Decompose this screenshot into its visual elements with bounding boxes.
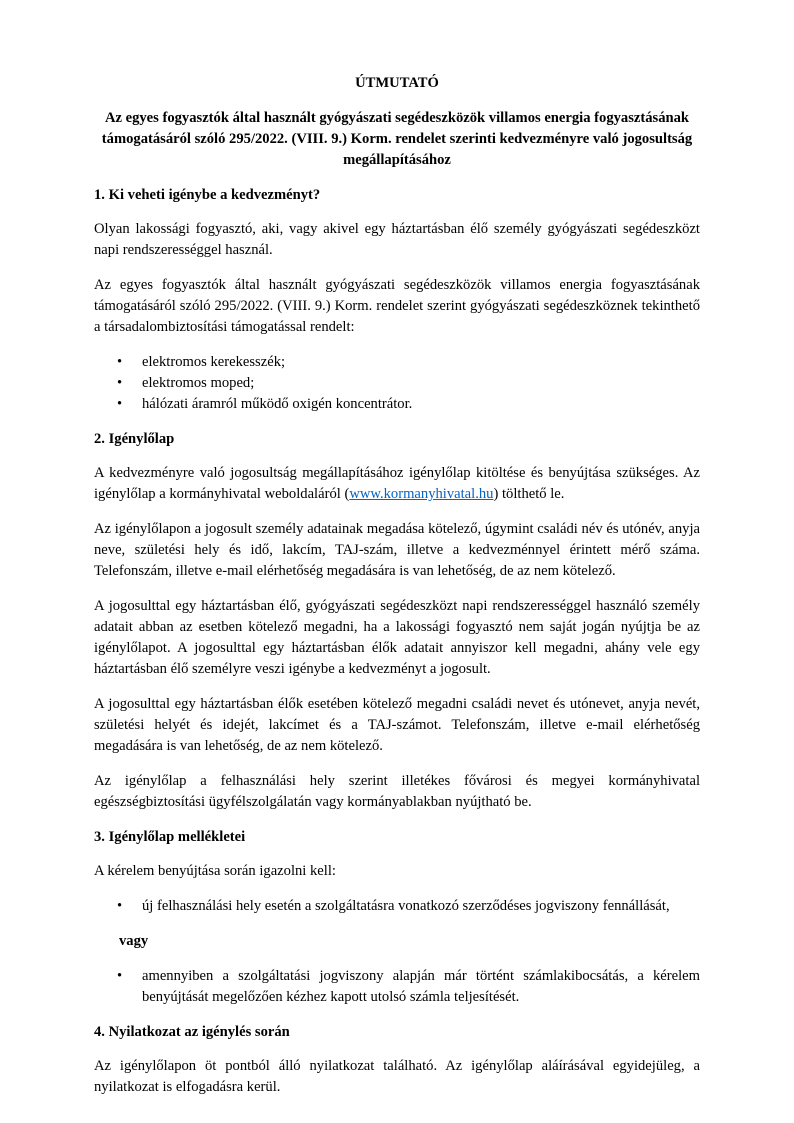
attachment-list-1 xyxy=(94,896,700,917)
section-4-paragraph-1: Az igénylőlapon öt pontból álló nyilatkozat található. Az igénylőlap aláírásával egyidejüleg, a nyilatkozat is elfogadásra kerül. xyxy=(94,1058,700,1095)
document-title: ÚTMUTATÓ xyxy=(355,75,439,91)
section-2-paragraph-4: A jogosulttal egy háztartásban élők esetében kötelező megadni családi nevet és utónevet, anyja nevét, születési helyét és idejét, lakcímet és a TAJ-számot. Telefonszám, illetve e-mail elérhetőség megadására is van lehetőség, de az nem kötelező. xyxy=(94,696,700,754)
or-separator: vagy xyxy=(119,933,149,949)
section-4-heading: 4. Nyilatkozat az igénylés során xyxy=(94,1024,290,1040)
section-2-heading: 2. Igénylőlap xyxy=(94,431,175,447)
bullet-icon: • xyxy=(117,396,123,412)
section-2-paragraph-2: Az igénylőlapon a jogosult személy adatainak megadása kötelező, úgymint családi név és utónév, anyja neve, születési hely és idő, lakcím, TAJ-szám, illetve a kedvezménnyel érintett mérő száma. Telefonszám, illetve e-mail elérhetőség megadására is van lehetőség, de az nem kötelező. xyxy=(94,521,700,579)
section-3-paragraph-1: A kérelem benyújtása során igazolni kell: xyxy=(94,863,336,879)
bullet-icon: • xyxy=(117,968,123,984)
bullet-icon: • xyxy=(117,375,123,391)
bullet-icon: • xyxy=(117,354,123,370)
document-page xyxy=(94,73,700,1112)
section-2-paragraph-1: A kedvezményre való jogosultság megállapításához igénylőlap kitöltése és benyújtása szükséges. Az igénylőlap a kormányhivatal weboldaláról (www.kormanyhivatal.hu) tölthető le. xyxy=(94,465,700,502)
section-2-paragraph-3: A jogosulttal egy háztartásban élő, gyógyászati segédeszközt napi rendszerességgel használó személy adatait abban az esetben kötelező megadni, ha a lakossági fogyasztó nem saját jogán nyújtja be az igénylőlapot. A jogosulttal egy háztartásban élők adatait annyiszor kell megadni, ahány vele egy háztartásban élő személyre veszi igénybe a kedvezményt a jogosult. xyxy=(94,598,700,677)
attachment-list-2 xyxy=(94,966,700,1008)
kormanyhivatal-link[interactable]: www.kormanyhivatal.hu xyxy=(349,486,494,502)
section-1-paragraph-1: Olyan lakossági fogyasztó, aki, vagy akivel egy háztartásban élő személy gyógyászati segédeszközt napi rendszerességgel használ. xyxy=(94,221,700,258)
section-1-paragraph-2: Az egyes fogyasztók által használt gyógyászati segédeszközök villamos energia fogyasztásának támogatásáról szóló 295/2022. (VIII. 9.) Korm. rendelet szerint gyógyászati segédeszköznek tekinthető a társadalombiztosítási támogatással rendelt: xyxy=(94,277,700,335)
list-item: • amennyiben a szolgáltatási jogviszony alapján már történt számlakibocsátás, a kérelem benyújtását megelőzően kézhez kapott utolsó számla teljesítését. xyxy=(117,968,700,1005)
section-1-heading: 1. Ki veheti igénybe a kedvezményt? xyxy=(94,187,321,203)
document-subtitle: Az egyes fogyasztók által használt gyógyászati segédeszközök villamos energia fogyasztásának támogatásáról szóló 295/2022. (VIII. 9.) Korm. rendelet szerinti kedvezményre való jogosultság megállapításához xyxy=(101,110,693,168)
bullet-icon: • xyxy=(117,898,123,914)
list-item: • új felhasználási hely esetén a szolgáltatásra vonatkozó szerződéses jogviszony fennállását, xyxy=(94,896,700,917)
device-list xyxy=(94,352,700,415)
section-3-heading: 3. Igénylőlap mellékletei xyxy=(94,829,246,845)
section-2-paragraph-5: Az igénylőlap a felhasználási hely szerint illetékes fővárosi és megyei kormányhivatal egészségbiztosítási ügyfélszolgálatán vagy kormányablakban nyújtható be. xyxy=(94,773,700,810)
list-item: • elektromos moped; xyxy=(94,373,700,394)
list-item: • hálózati áramról működő oxigén koncentrátor. xyxy=(94,394,700,415)
list-item: • elektromos kerekesszék; xyxy=(94,352,700,373)
